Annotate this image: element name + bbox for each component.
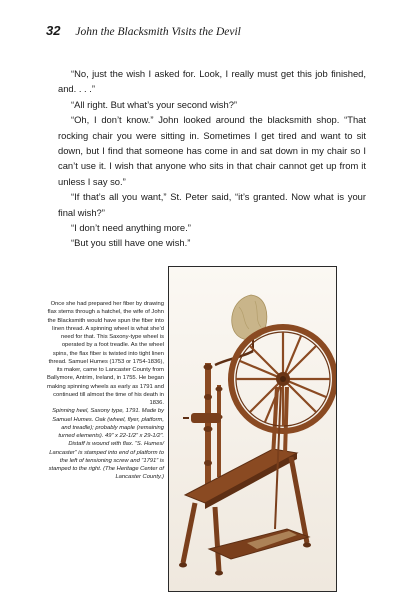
paragraph: “No, just the wish I asked for. Look, I really must get this job finished, and. . . .” xyxy=(58,68,366,95)
running-title: John the Blacksmith Visits the Devil xyxy=(75,26,241,38)
paragraph: “I don’t need anything more.” xyxy=(71,222,191,234)
page-number: 32 xyxy=(46,23,61,38)
paragraph: “All right. But what’s your second wish?” xyxy=(71,98,238,110)
paragraph: “But you still have one wish.” xyxy=(71,237,191,249)
spinning-wheel-illustration xyxy=(169,267,336,591)
figure-caption xyxy=(46,300,164,482)
paragraph: “Oh, I don’t know.” John looked around the blacksmith shop. “That rocking chair you were sitting in. Sometimes I get tired and want to sit down, but I find that someone has come in and sat down in my chair so I can’t use it. I wish that anyone who sits in that chair cannot get up from it unless I say so.” xyxy=(58,114,366,187)
running-header xyxy=(46,23,366,39)
paragraph: “If that’s all you want,” St. Peter said, “it’s granted. Now what is your final wish?” xyxy=(58,191,366,218)
body-text xyxy=(58,66,366,251)
caption-description: Once she had prepared her fiber by drawing flax stems through a hatchel, the wife of John the Blacksmith would have spun the fiber into linen thread. A spinning wheel is what she’d need for that. This Saxony-type wheel is operated by a foot treadle. As the wheel spins, the flax fiber is twisted into tight linen thread. Samuel Humes (1753 or 1754-1836), its maker, came to Lancaster County from Ballymore, Antrim, Ireland, in 1755. He began making spinning wheels as early as 1791 and continued till almost the time of his death in 1836. xyxy=(47,301,164,406)
spinning-wheel-photo xyxy=(168,266,337,592)
caption-credit: Spinning heel, Saxony type, 1791. Made by Samuel Humes. Oak (wheel, flyer, platform, and treadle); probably maple (remaining turned elements). 49” x 22-1/2” x 29-1/2”. Distaff is wound with flax. “S. Humes/ Lancaster” is stamped into end of platform to the left of tensioning screw and “1791” is stamped to the right. (The Heritage Center of Lancaster County.) xyxy=(48,408,164,481)
